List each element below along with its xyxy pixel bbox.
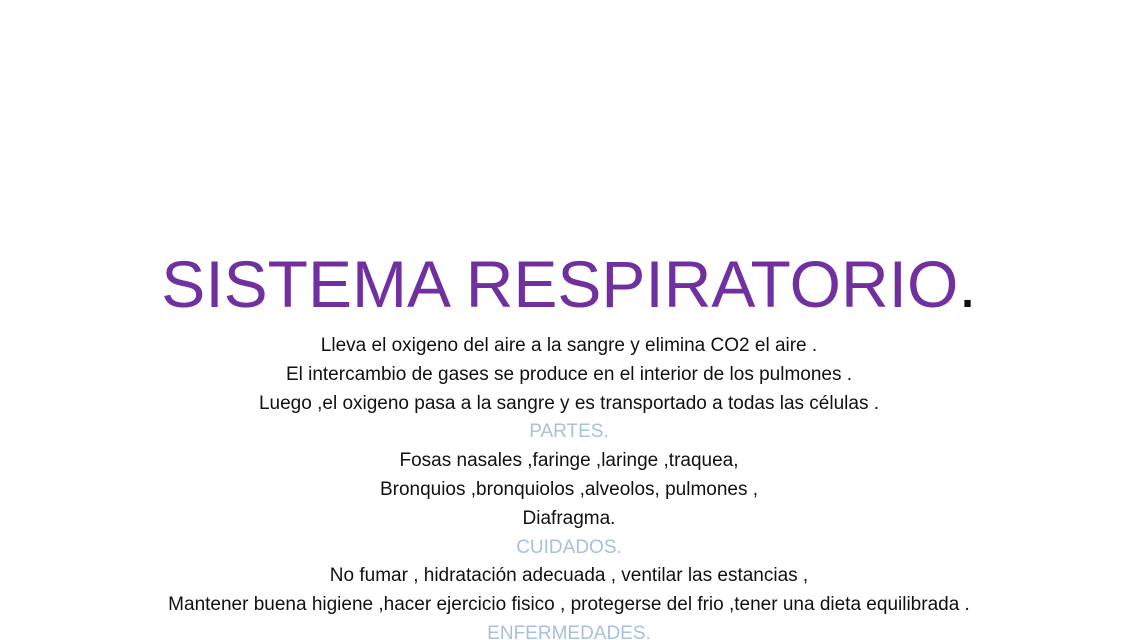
- body-line-parts-3: Diafragma.: [522, 507, 616, 529]
- body-line-transport: Luego ,el oxigeno pasa a la sangre y es transportado a todas las células .: [258, 392, 879, 414]
- slide-body: [0, 332, 1138, 640]
- body-line-parts-2: Bronquios ,bronquiolos ,alveolos, pulmones ,: [379, 478, 759, 500]
- body-line-care-2: Mantener buena higiene ,hacer ejercicio fisico , protegerse del frio ,tener una dieta equilibrada .: [168, 594, 970, 616]
- body-line-oxygen: Lleva el oxigeno del aire a la sangre y elimina CO2 el aire .: [320, 335, 818, 356]
- body-line-care-1: No fumar , hidratación adecuada , ventilar las estancias ,: [329, 565, 809, 587]
- slide-title-text: SISTEMA RESPIRATORIO: [161, 247, 959, 321]
- section-heading-enfermedades: ENFERMEDADES.: [487, 622, 651, 640]
- section-heading-cuidados: CUIDADOS.: [516, 536, 622, 558]
- slide-title-dot: .: [958, 247, 977, 321]
- body-line-parts-1: Fosas nasales ,faringe ,laringe ,traquea,: [399, 450, 739, 472]
- slide-title: [0, 246, 1138, 322]
- section-heading-partes: PARTES.: [529, 421, 609, 443]
- body-line-gas-exchange: El intercambio de gases se produce en el interior de los pulmones .: [285, 363, 853, 385]
